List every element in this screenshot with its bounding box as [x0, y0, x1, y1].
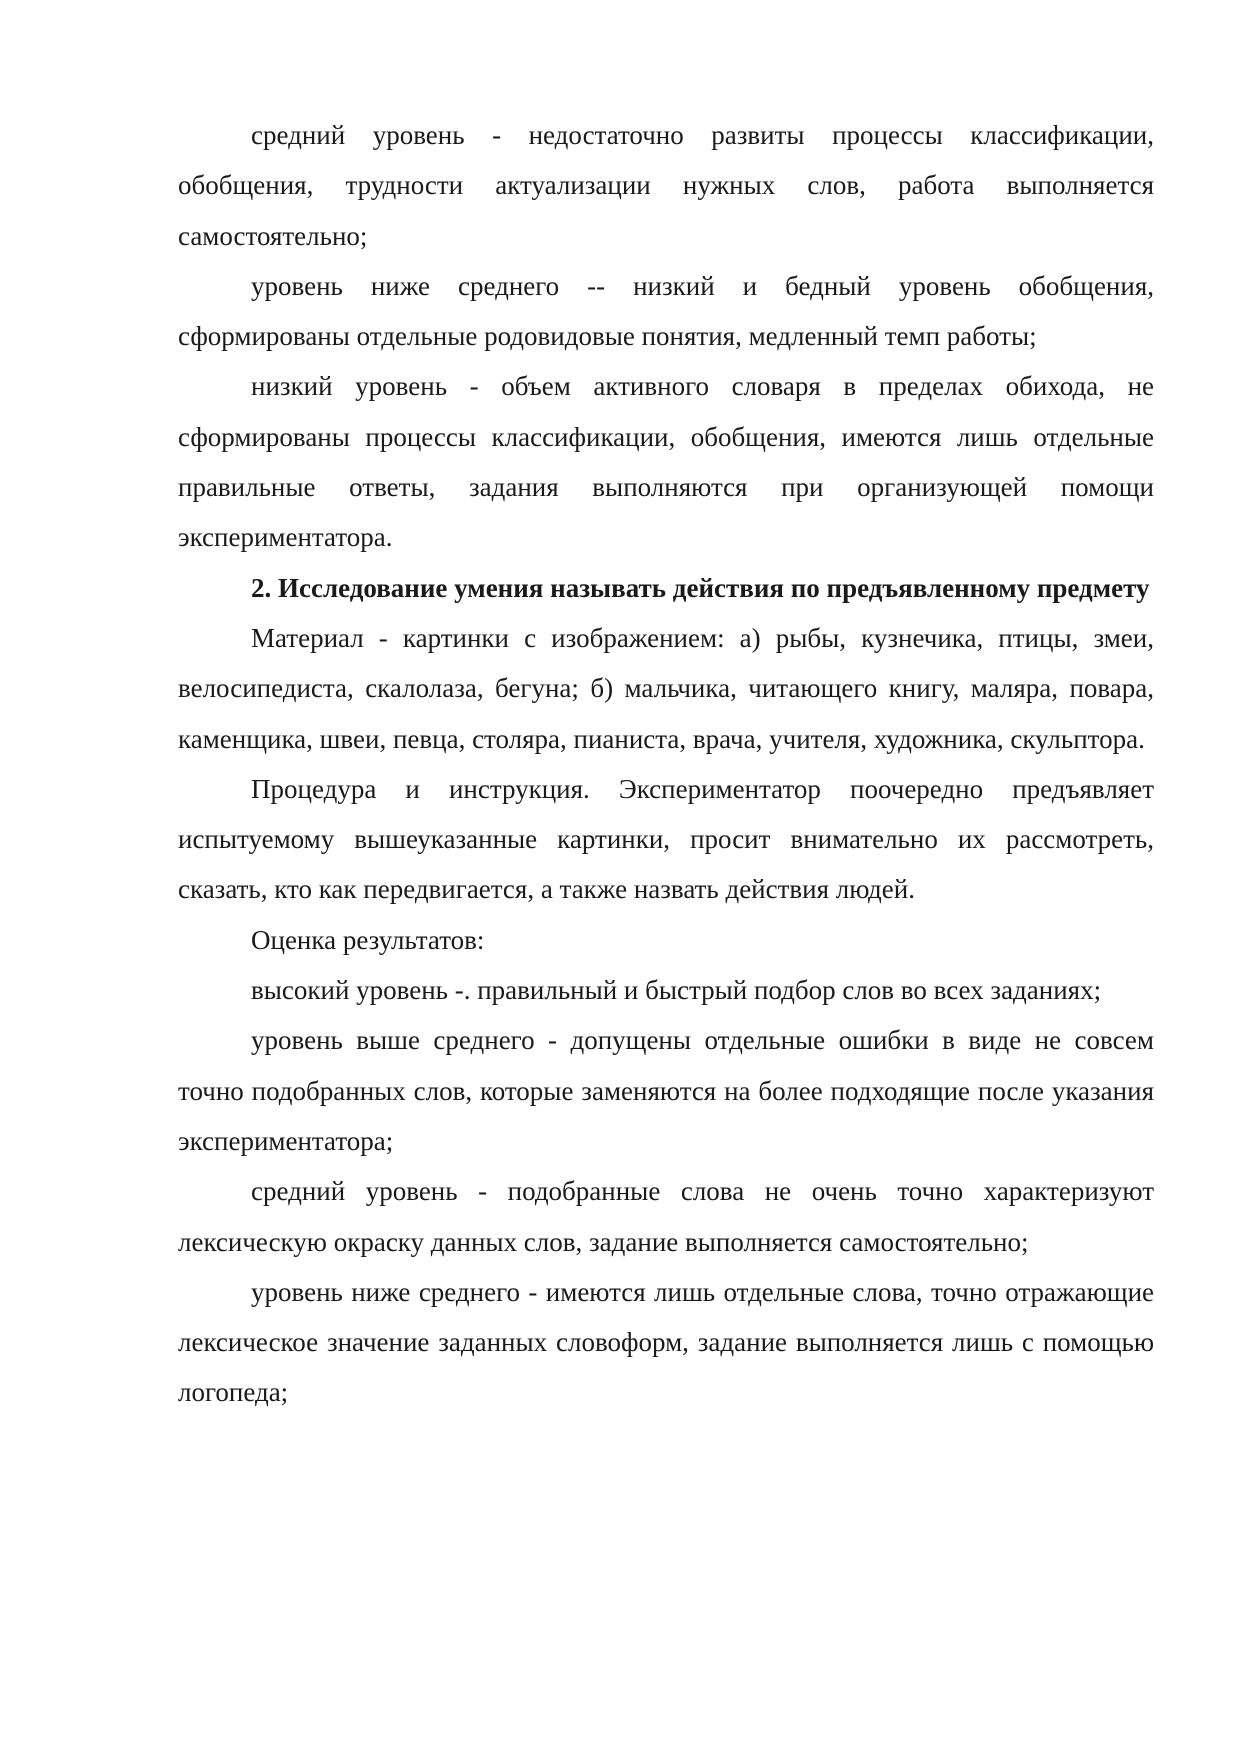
paragraph-average-level-2: средний уровень - подобранные слова не очень точно характеризуют лексическую окраску данных слов, задание выполняется самостоятельно; [178, 1176, 1154, 1257]
document-body [178, 110, 1154, 1418]
paragraph-high-level: высокий уровень -. правильный и быстрый подбор слов во всех заданиях; [251, 975, 1102, 1006]
paragraph-average-level: средний уровень - недостаточно развиты процессы классификации, обобщения, трудности актуализации нужных слов, работа выполняется самостоятельно; [178, 120, 1154, 251]
paragraph-below-average-level-2: уровень ниже среднего - имеются лишь отдельные слова, точно отражающие лексическое значение заданных словоформ, задание выполняется лишь с помощью логопеда; [178, 1276, 1154, 1408]
paragraph-low-level: низкий уровень - объем активного словаря в пределах обихода, не сформированы процессы классификации, обобщения, имеются лишь отдельные правильные ответы, задания выполняются при организующей помощи экспериментатора. [178, 371, 1154, 553]
paragraph-evaluation-title: Оценка результатов: [251, 924, 485, 955]
paragraph-procedure: Процедура и инструкция. Экспериментатор поочередно предъявляет испытуемому вышеуказанные картинки, просит внимательно их рассмотреть, сказать, кто как передвигается, а также назвать действия людей. [178, 773, 1154, 905]
paragraph-material: Материал - картинки с изображением: а) рыбы, кузнечика, птицы, змеи, велосипедиста, скалолаза, бегуна; б) мальчика, читающего книгу, маляра, повара, каменщика, швеи, певца, столяра, пианиста, врача, учителя, художника, скульптора. [178, 622, 1154, 754]
paragraph-above-average-level: уровень выше среднего - допущены отдельные ошибки в виде не совсем точно подобранных слов, которые заменяются на более подходящие после указания экспериментатора; [178, 1025, 1154, 1156]
section-heading: 2. Исследование умения называть действия по предъявленному предмету [251, 572, 1150, 603]
paragraph-below-average-level: уровень ниже среднего -- низкий и бедный уровень обобщения, сформированы отдельные родовидовые понятия, медленный темп работы; [178, 270, 1154, 352]
